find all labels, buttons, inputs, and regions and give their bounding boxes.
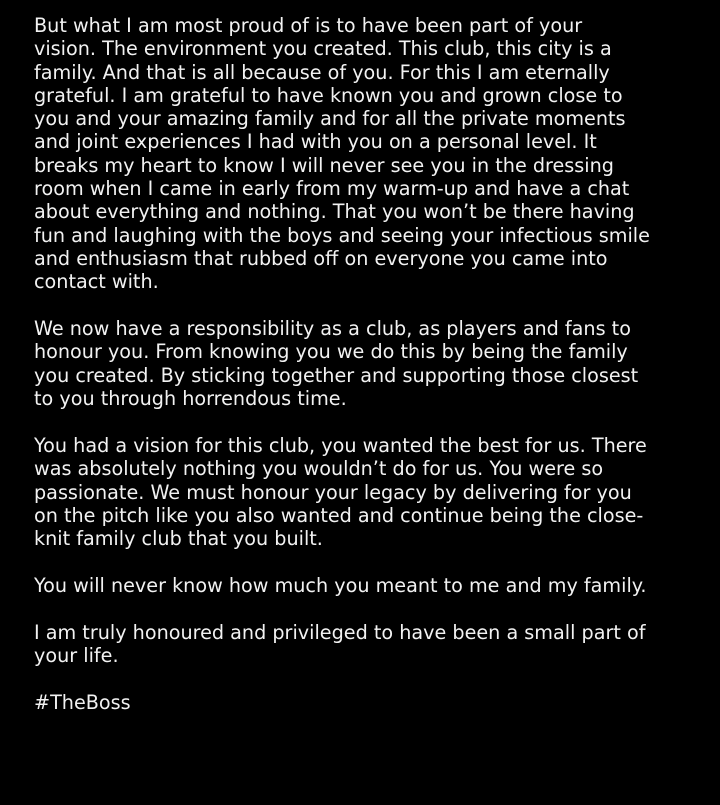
text-line: family. And that is all because of you. For this I am eternally — [34, 60, 610, 84]
text-line: breaks my heart to know I will never see you in the dressing — [34, 153, 614, 177]
text-line: to you through horrendous time. — [34, 387, 347, 411]
text-line: honour you. From knowing you we do this by being the family — [34, 340, 628, 364]
text-line: on the pitch like you also wanted and continue being the close- — [34, 503, 644, 527]
text-line: room when I came in early from my warm-up and have a chat — [34, 177, 630, 201]
text-line: You will never know how much you meant to me and my family. — [34, 574, 647, 598]
text-line: grateful. I am grateful to have known you and grown close to — [34, 83, 623, 107]
paragraph-proud — [34, 14, 704, 294]
text-line: I am truly honoured and privileged to have been a small part of — [34, 620, 646, 644]
text-line: passionate. We must honour your legacy by delivering for you — [34, 480, 632, 504]
text-line: was absolutely nothing you wouldn’t do for us. You were so — [34, 457, 604, 481]
hashtag — [34, 691, 704, 714]
hashtag-text: #TheBoss — [34, 691, 131, 715]
text-line: your life. — [34, 644, 119, 668]
text-line: knit family club that you built. — [34, 527, 323, 551]
text-line: But what I am most proud of is to have been part of your — [34, 14, 583, 37]
text-line: you and your amazing family and for all the private moments — [34, 107, 626, 131]
text-line: fun and laughing with the boys and seeing your infectious smile — [34, 223, 650, 247]
text-line: and joint experiences I had with you on a personal level. It — [34, 130, 597, 154]
paragraph-meant — [34, 574, 704, 597]
text-line: contact with. — [34, 270, 159, 294]
text-line: you created. By sticking together and supporting those closest — [34, 363, 639, 387]
paragraph-responsibility — [34, 317, 704, 410]
text-line: and enthusiasm that rubbed off on everyone you came into — [34, 246, 608, 270]
paragraph-honoured — [34, 621, 704, 668]
letter-document — [34, 14, 704, 714]
text-line: You had a vision for this club, you wanted the best for us. There — [34, 433, 647, 457]
text-line: about everything and nothing. That you won’t be there having — [34, 200, 635, 224]
text-line: vision. The environment you created. This club, this city is a — [34, 37, 612, 61]
paragraph-vision — [34, 434, 704, 550]
text-line: We now have a responsibility as a club, as players and fans to — [34, 317, 631, 341]
